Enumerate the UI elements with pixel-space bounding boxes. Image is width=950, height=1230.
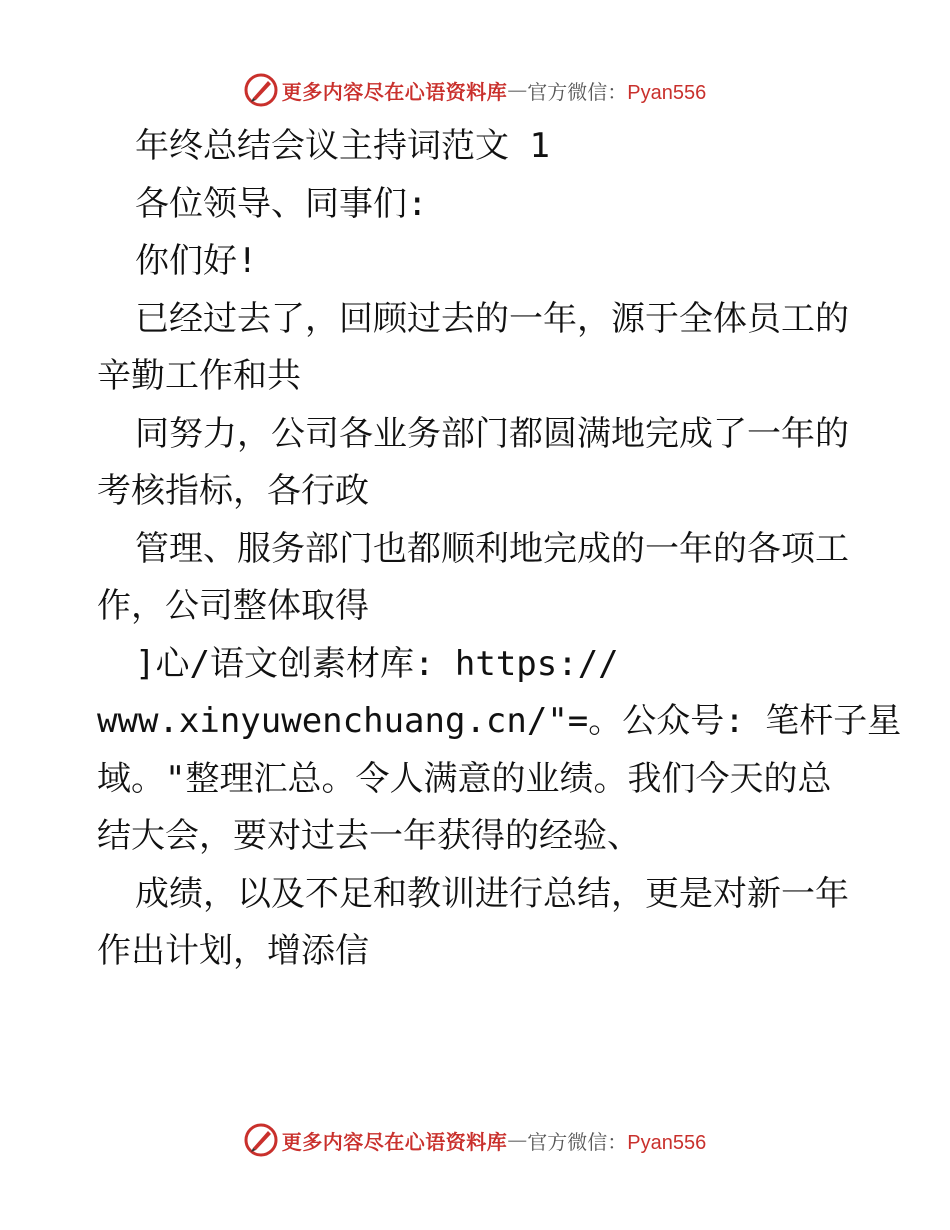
text-line: 管理、服务部门也都顺利地完成的一年的各项工	[135, 528, 849, 569]
wechat-id: Pyan556	[627, 81, 707, 104]
header-banner	[0, 70, 950, 110]
document-body	[97, 118, 902, 981]
banner-contact	[527, 76, 706, 105]
brand-logo-icon	[244, 73, 278, 107]
banner-contact	[527, 1126, 706, 1155]
banner-text: 更多内容尽在心语资料库	[281, 79, 508, 104]
text-line: ]心/语文创素材库: https://	[135, 643, 619, 684]
text-line: 成绩，以及不足和教训进行总结，更是对新一年	[135, 873, 849, 914]
text-line: 已经过去了，回顾过去的一年，源于全体员工的	[135, 298, 849, 339]
banner-dash: —	[507, 1128, 528, 1152]
banner-contact-label: 官方微信：	[527, 1129, 628, 1154]
footer-banner	[0, 1120, 950, 1160]
text-line: 考核指标，各行政	[97, 471, 369, 511]
banner-text: 更多内容尽在心语资料库	[281, 1129, 508, 1154]
brand-logo-icon	[244, 1123, 278, 1157]
wechat-id: Pyan556	[627, 1131, 707, 1154]
text-line: 结大会，要对过去一年获得的经验、	[97, 816, 641, 856]
text-line: 同努力，公司各业务部门都圆满地完成了一年的	[135, 413, 849, 454]
text-line: 你们好!	[135, 241, 258, 281]
text-line: 年终总结会议主持词范文 1	[135, 126, 550, 166]
text-line: 作出计划，增添信	[97, 931, 369, 971]
banner-contact-label: 官方微信：	[527, 79, 628, 104]
banner-dash: —	[507, 78, 528, 102]
text-line: 域。"整理汇总。令人满意的业绩。我们今天的总	[97, 758, 832, 799]
text-line: 作，公司整体取得	[97, 586, 369, 626]
text-line: 辛勤工作和共	[97, 356, 301, 396]
text-line: www.xinyuwenchuang.cn/"=。公众号: 笔杆子星	[97, 701, 902, 741]
text-line: 各位领导、同事们:	[135, 183, 428, 224]
